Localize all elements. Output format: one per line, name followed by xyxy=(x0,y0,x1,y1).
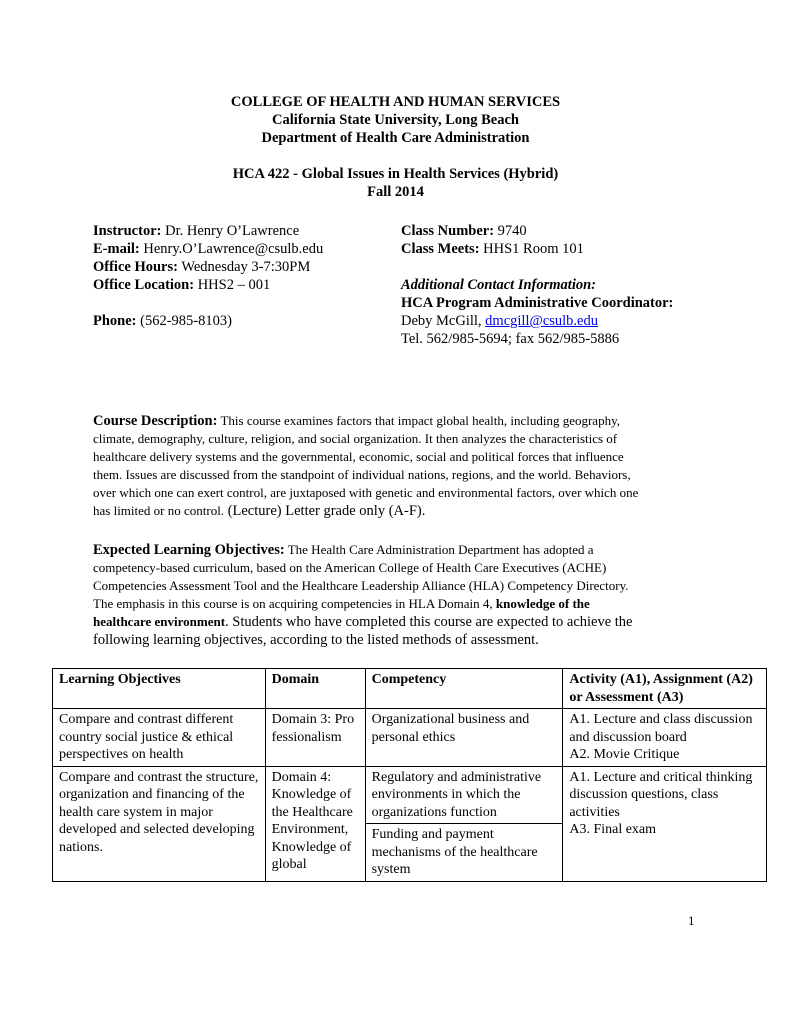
description-line-6b: (Lecture) Letter grade only (A-F). xyxy=(224,503,426,519)
instructor-label: Instructor: xyxy=(93,223,162,239)
contact-tel: Tel. 562/985-5694; fax 562/985-5886 xyxy=(401,331,620,347)
description-line-3: healthcare delivery systems and the governmental, economic, social and political forces that influence xyxy=(93,449,624,464)
row2-competency-2: Funding and payment mechanisms of the healthcare system xyxy=(366,823,563,881)
row1-objective: Compare and contrast different country social justice & ethical perspectives on health xyxy=(53,709,266,767)
table-row xyxy=(53,709,767,767)
college-name: COLLEGE OF HEALTH AND HUMAN SERVICES xyxy=(230,94,561,110)
office-hours-label: Office Hours: xyxy=(93,259,178,275)
row1-competency: Organizational business and personal ethics xyxy=(365,709,563,767)
row2-domain: Domain 4: Knowledge of the Healthcare Environment, Knowledge of global xyxy=(265,766,365,881)
office-hours-value: Wednesday 3-7:30PM xyxy=(177,259,311,275)
header-activity: Activity (A1), Assignment (A2) or Assessment (A3) xyxy=(563,669,767,709)
course-title-block xyxy=(0,165,791,201)
objectives-label: Expected Learning Objectives: xyxy=(93,542,285,558)
objectives-line-5b: . Students who have completed this course are expected to achieve the xyxy=(225,614,633,630)
class-meets-label: Class Meets: xyxy=(401,241,480,257)
contact-name: Deby McGill, xyxy=(401,313,486,329)
instructor-info xyxy=(93,222,393,330)
description-line-4: them. Issues are discussed from the standpoint of individual nations, regions, and the world. Behaviors, xyxy=(93,467,631,482)
office-location-value: HHS2 – 001 xyxy=(194,277,271,293)
instructor-value: Dr. Henry O’Lawrence xyxy=(161,223,300,239)
description-line-5: over which one can exert control, are juxtaposed with genetic and environmental factors, over which one xyxy=(93,485,639,500)
university-name: California State University, Long Beach xyxy=(272,112,519,128)
row2-competency xyxy=(365,766,563,881)
learning-objectives-intro xyxy=(93,541,713,649)
row1-domain xyxy=(265,709,365,767)
objectives-line-1: The Health Care Administration Department has adopted a xyxy=(284,542,594,557)
row2-activity-2: A3. Final exam xyxy=(569,822,657,837)
row1-activity-2: A2. Movie Critique xyxy=(569,747,680,762)
objectives-line-4a: The emphasis in this course is on acquiring competencies in HLA Domain 4, xyxy=(93,596,496,611)
description-line-2: climate, demography, culture, religion, and social organization. It then analyzes the characteristics of xyxy=(93,431,618,446)
email-value: Henry.O’Lawrence@csulb.edu xyxy=(139,241,324,257)
table-header-row xyxy=(53,669,767,709)
class-number-value: 9740 xyxy=(494,223,527,239)
objectives-line-5a: healthcare environment xyxy=(93,614,226,629)
row2-activity xyxy=(563,766,767,881)
phone-label: Phone: xyxy=(93,313,137,329)
header-domain: Domain xyxy=(265,669,365,709)
description-line-1: This course examines factors that impact global health, including geography, xyxy=(217,413,620,428)
row1-domain-text: Domain 3: Professionalism xyxy=(271,712,355,745)
email-label: E-mail: xyxy=(93,241,140,257)
coordinator-heading: HCA Program Administrative Coordinator: xyxy=(401,295,674,311)
description-label: Course Description: xyxy=(93,413,218,429)
contact-email-link[interactable]: dmcgill@csulb.edu xyxy=(485,313,598,329)
additional-contact-heading: Additional Contact Information: xyxy=(401,277,596,293)
row1-activity-1: A1. Lecture and class discussion and discussion board xyxy=(569,712,753,745)
row1-activity xyxy=(563,709,767,767)
objectives-line-6: following learning objectives, according to the listed methods of assessment. xyxy=(93,632,539,648)
row2-activity-1: A1. Lecture and critical thinking discussion questions, class activities xyxy=(569,769,753,820)
objectives-line-4b: knowledge of the xyxy=(495,596,590,611)
phone-value: (562-985-8103) xyxy=(136,313,232,329)
class-info xyxy=(401,222,761,348)
objectives-line-2: competency-based curriculum, based on the American College of Health Care Executives (ACHE) xyxy=(93,560,607,575)
office-location-label: Office Location: xyxy=(93,277,195,293)
course-title: HCA 422 - Global Issues in Health Services (Hybrid) xyxy=(232,166,559,182)
course-description xyxy=(93,412,713,520)
course-term: Fall 2014 xyxy=(367,184,424,200)
table-row xyxy=(53,766,767,881)
row2-competency-1: Regulatory and administrative environments in which the organizations function xyxy=(371,769,542,820)
objectives-table xyxy=(52,668,767,882)
header-learning-objectives: Learning Objectives xyxy=(53,669,266,709)
document-header xyxy=(0,93,791,147)
page-number: 1 xyxy=(688,913,695,928)
description-line-6a: has limited or no control. xyxy=(93,503,225,518)
header-competency: Competency xyxy=(365,669,563,709)
row2-objective: Compare and contrast the structure, organization and financing of the health care system in major developed and selected developing nations. xyxy=(53,766,266,881)
class-number-label: Class Number: xyxy=(401,223,495,239)
department-name: Department of Health Care Administration xyxy=(261,130,530,146)
objectives-line-3: Competencies Assessment Tool and the Healthcare Leadership Alliance (HLA) Competency Directory. xyxy=(93,578,629,593)
class-meets-value: HHS1 Room 101 xyxy=(479,241,584,257)
